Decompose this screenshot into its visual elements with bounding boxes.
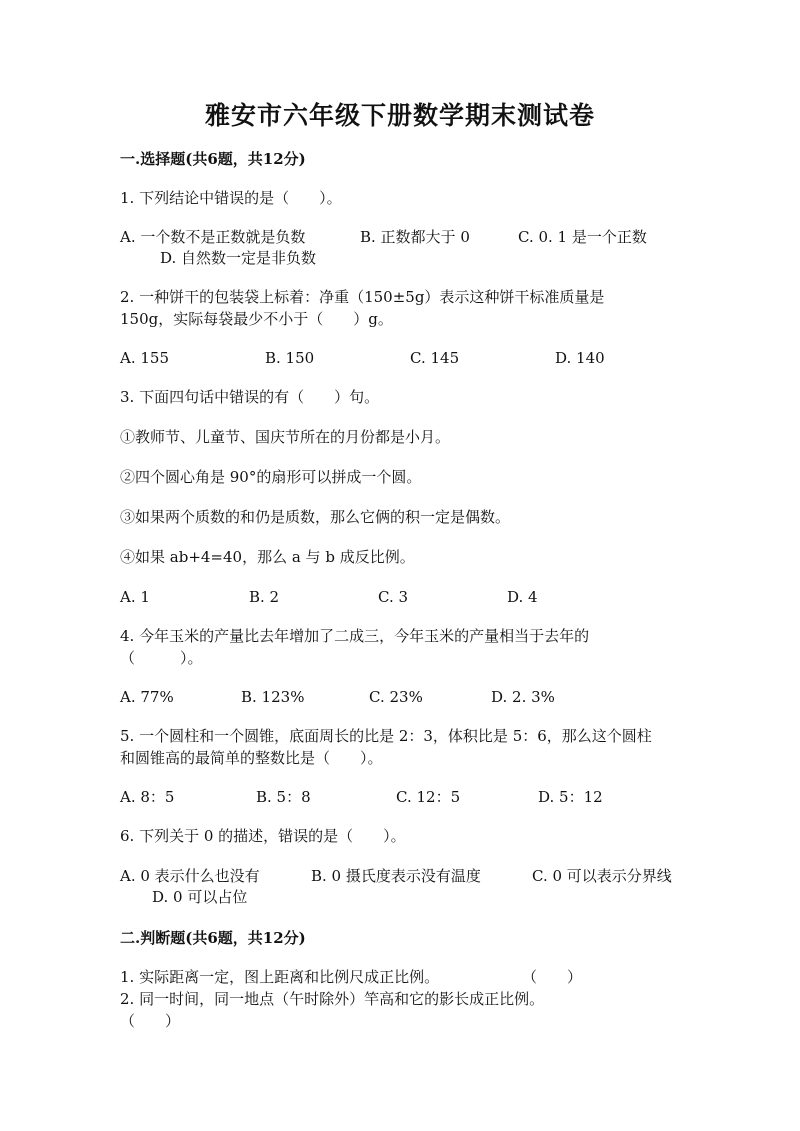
question-2-option-a: A. 155	[120, 349, 169, 367]
question-3-option-b: B. 2	[249, 588, 280, 606]
question-4-option-c: C. 23%	[369, 688, 423, 706]
section-heading-choice: 一.选择题(共6题，共12分)	[120, 150, 306, 168]
question-6-stem: 6. 下列关于 0 的描述，错误的是（ ）。	[120, 827, 406, 845]
question-4-option-a: A. 77%	[120, 688, 174, 706]
question-6-option-d: D. 0 可以占位	[152, 888, 248, 906]
question-2-stem-line-1: 2. 一种饼干的包装袋上标着：净重（150±5g）表示这种饼干标准质量是	[120, 288, 605, 306]
question-3-option-c: C. 3	[378, 588, 409, 606]
question-2-option-b: B. 150	[265, 349, 315, 367]
question-3-statement-2: ②四个圆心角是 90°的扇形可以拼成一个圆。	[120, 468, 422, 486]
question-5-option-a: A. 8：5	[120, 788, 175, 806]
question-5-stem-line-1: 5. 一个圆柱和一个圆锥，底面周长的比是 2：3，体积比是 5：6，那么这个圆柱	[120, 727, 652, 745]
question-4-stem-line-1: 4. 今年玉米的产量比去年增加了二成三，今年玉米的产量相当于去年的	[120, 627, 590, 645]
question-3-statement-4: ④如果 ab+4=40，那么 a 与 b 成反比例。	[120, 548, 415, 566]
question-3-statement-1: ①教师节、儿童节、国庆节所在的月份都是小月。	[120, 428, 451, 446]
question-3-option-d: D. 4	[507, 588, 538, 606]
question-6-option-b: B. 0 摄氏度表示没有温度	[311, 867, 481, 885]
question-4-option-b: B. 123%	[241, 688, 305, 706]
question-3-option-a: A. 1	[120, 588, 150, 606]
question-2-option-c: C. 145	[410, 349, 460, 367]
question-2-stem-line-2: 150g，实际每袋最少不小于（ ）g。	[120, 310, 393, 328]
question-1-option-d: D. 自然数一定是非负数	[160, 249, 317, 267]
judgment-1-answer-blank: （ ）	[522, 968, 583, 986]
section-heading-judgment: 二.判断题(共6题，共12分)	[120, 929, 306, 947]
question-5-option-d: D. 5：12	[538, 788, 603, 806]
judgment-2-text: 2. 同一时间，同一地点（午时除外）竿高和它的影长成正比例。	[120, 990, 545, 1008]
question-3-statement-3: ③如果两个质数的和仍是质数，那么它俩的积一定是偶数。	[120, 508, 511, 526]
question-3-stem: 3. 下面四句话中错误的有（ ）句。	[120, 388, 380, 406]
judgment-1-text: 1. 实际距离一定，图上距离和比例尺成正比例。	[120, 968, 440, 986]
question-1-option-a: A. 一个数不是正数就是负数	[120, 228, 306, 246]
question-4-stem-line-2: （ ）。	[120, 649, 203, 667]
question-1-stem: 1. 下列结论中错误的是（ ）。	[120, 189, 342, 207]
question-5-option-b: B. 5：8	[256, 788, 311, 806]
question-6-option-a: A. 0 表示什么也没有	[120, 867, 260, 885]
question-1-option-b: B. 正数都大于 0	[360, 228, 470, 246]
question-5-option-c: C. 12：5	[396, 788, 461, 806]
question-2-option-d: D. 140	[555, 349, 605, 367]
question-6-option-c: C. 0 可以表示分界线	[532, 867, 672, 885]
question-5-stem-line-2: 和圆锥高的最简单的整数比是（ ）。	[120, 749, 383, 767]
question-1-option-c: C. 0. 1 是一个正数	[518, 228, 647, 246]
question-4-option-d: D. 2. 3%	[491, 688, 555, 706]
page-title: 雅安市六年级下册数学期末测试卷	[204, 101, 595, 130]
judgment-2-answer-blank: （ ）	[120, 1012, 181, 1030]
